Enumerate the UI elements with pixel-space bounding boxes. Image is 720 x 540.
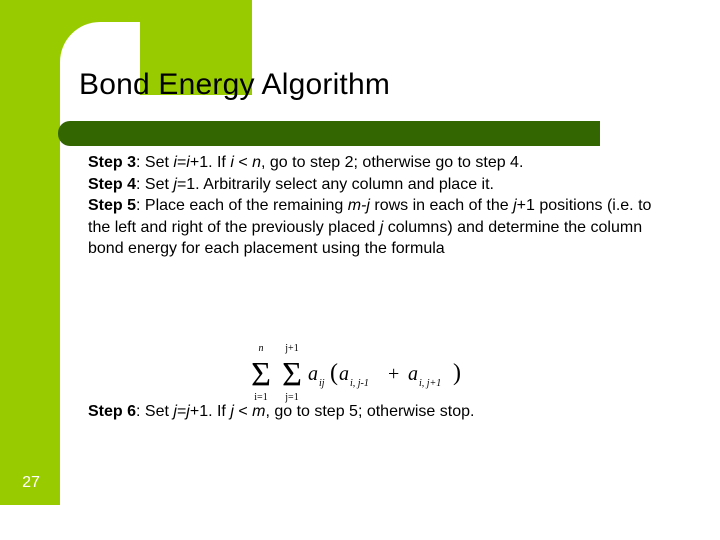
steps-list [88, 152, 678, 260]
step-3: Step 3: Set i=i+1. If i < n, go to step 2; otherwise go to step 4. [88, 154, 524, 171]
bond-energy-formula [248, 338, 468, 404]
step-4-label: Step 4 [88, 175, 137, 193]
step-5: Step 5: Place each of the remaining m-j rows in each of the j+1 positions (i.e. to the left and right of the previously placed j columns) and determine the column bond energy for each placement using the formula [88, 197, 652, 257]
inner-sum-lower: j=1 [285, 392, 299, 403]
slide-number: 27 [22, 474, 40, 491]
inner-sum-upper: j+1 [285, 343, 299, 354]
left-term-sub: i, j-1 [350, 378, 369, 389]
left-term-a: a [339, 363, 349, 385]
outer-sigma: Σ [251, 356, 271, 393]
step-6: Step 6: Set j=j+1. If j < m, go to step 5; otherwise stop. [88, 403, 475, 420]
right-term-a: a [408, 363, 418, 385]
term-a-sub: ij [319, 378, 325, 389]
right-term-sub: i, j+1 [419, 378, 442, 389]
step-6-label: Step 6 [88, 403, 137, 420]
step-5-label: Step 5 [88, 197, 137, 214]
paren-open: ( [330, 360, 338, 386]
term-a: a [308, 363, 318, 385]
title-underline-bar [58, 121, 600, 146]
paren-close: ) [453, 360, 461, 386]
step-4: Step 4: Set j=1. Arbitrarily select any column and place it. [88, 175, 494, 193]
outer-sum-upper: n [258, 343, 264, 354]
outer-sum-lower: i=1 [254, 392, 268, 403]
step-3-label: Step 3 [88, 154, 137, 171]
decor-green-left [0, 0, 60, 505]
slide-title: Bond Energy Algorithm [79, 68, 391, 101]
inner-sigma: Σ [282, 356, 302, 393]
plus-sign: + [388, 363, 400, 385]
